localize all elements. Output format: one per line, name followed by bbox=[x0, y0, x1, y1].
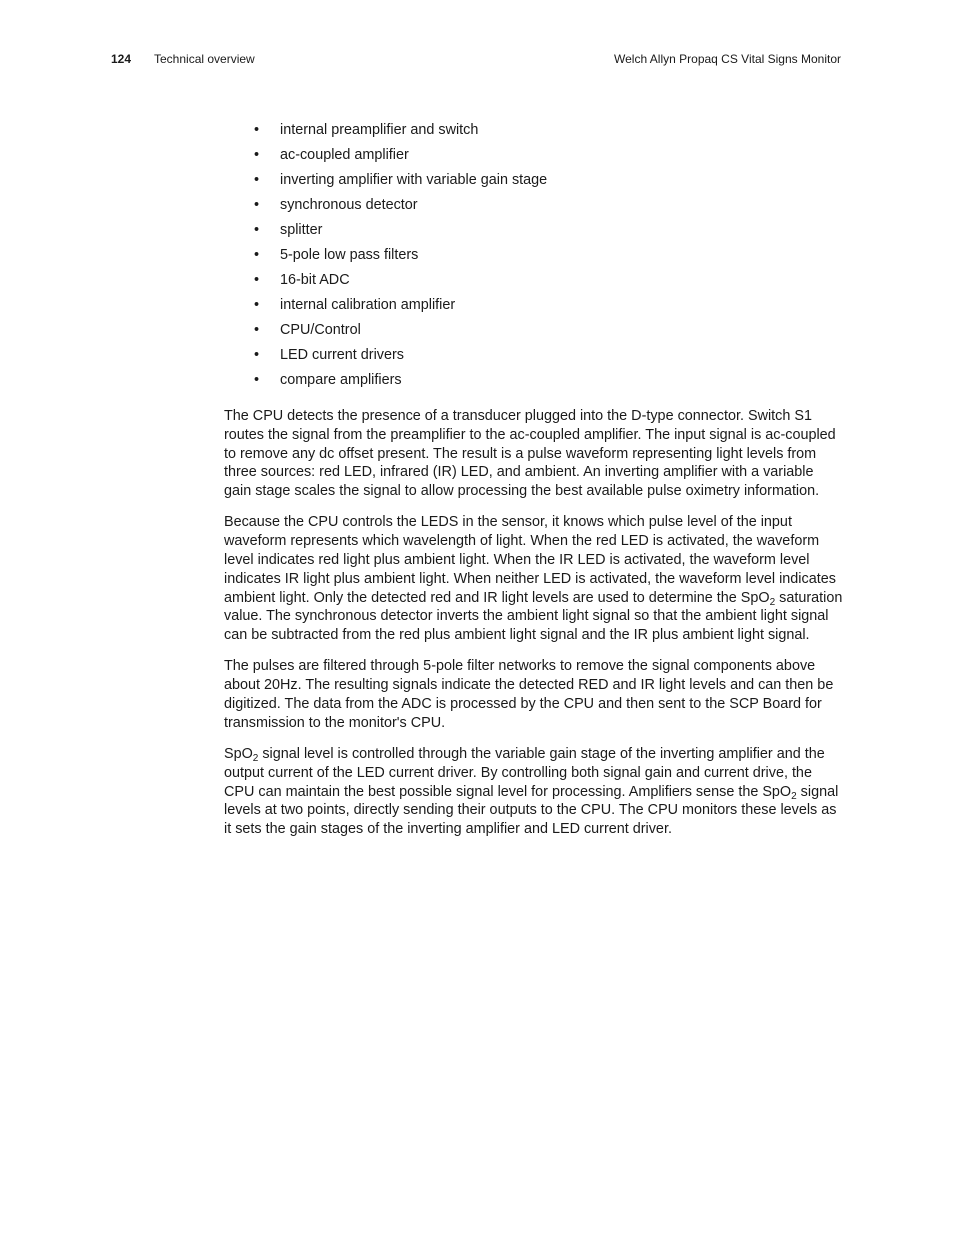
list-item bbox=[224, 345, 844, 370]
bullet-icon: • bbox=[254, 247, 260, 263]
list-item-text: CPU/Control bbox=[280, 322, 361, 338]
component-list bbox=[224, 120, 844, 395]
list-item bbox=[224, 145, 844, 170]
list-item bbox=[224, 195, 844, 220]
bullet-icon: • bbox=[254, 347, 260, 363]
bullet-icon: • bbox=[254, 197, 260, 213]
bullet-icon: • bbox=[254, 172, 260, 188]
paragraph-led-control bbox=[224, 513, 844, 645]
bullet-icon: • bbox=[254, 322, 260, 338]
list-item-text: splitter bbox=[280, 222, 323, 238]
list-item-text: compare amplifiers bbox=[280, 372, 402, 388]
paragraph-text: signal levels at two points, directly sending their outputs to the CPU. The CPU monitors these levels as it sets the gain stages of the inverting amplifier and LED current driver. bbox=[224, 783, 839, 838]
list-item-text: ac-coupled amplifier bbox=[280, 147, 409, 163]
list-item bbox=[224, 270, 844, 295]
paragraph-text: signal level is controlled through the variable gain stage of the inverting amplifier and the output current of the LED current driver. By controlling both signal gain and current drive, the CPU can maintain the best possible signal level for processing. Amplifiers sense the SpO bbox=[224, 745, 825, 800]
list-item-text: 16-bit ADC bbox=[280, 272, 350, 288]
document-title: Welch Allyn Propaq CS Vital Signs Monitor bbox=[614, 52, 841, 66]
subscript: 2 bbox=[791, 790, 797, 802]
list-item-text: inverting amplifier with variable gain stage bbox=[280, 172, 548, 188]
paragraph-text: SpO bbox=[224, 745, 253, 762]
paragraph-filtering: The pulses are filtered through 5-pole filter networks to remove the signal components above about 20Hz. The resulting signals indicate the detected RED and IR light levels and can then be digitized. The data from the ADC is processed by the CPU and then sent to the SCP Board for transmission to the monitor's CPU. bbox=[224, 658, 834, 731]
bullet-icon: • bbox=[254, 372, 260, 388]
subscript: 2 bbox=[769, 596, 776, 608]
list-item bbox=[224, 370, 844, 395]
list-item-text: internal preamplifier and switch bbox=[280, 122, 479, 138]
list-item bbox=[224, 295, 844, 320]
list-item bbox=[224, 120, 844, 145]
bullet-icon: • bbox=[254, 272, 260, 288]
list-item bbox=[224, 220, 844, 245]
paragraph-text: Because the CPU controls the LEDS in the sensor, it knows which pulse level of the input waveform represents which wavelength of light. When the red LED is activated, the waveform level indicates red light plus ambient light. When the IR LED is activated, the waveform level indicates IR light plus ambient light. When neither LED is activated, the waveform level indicates ambient light. Only the detected red and IR light levels are used to determine the SpO bbox=[224, 514, 836, 606]
bullet-icon: • bbox=[254, 122, 260, 138]
list-item bbox=[224, 170, 844, 195]
bullet-icon: • bbox=[254, 147, 260, 163]
paragraph-signal-level bbox=[224, 745, 844, 839]
list-item-text: 5-pole low pass filters bbox=[280, 247, 419, 263]
page-header bbox=[111, 52, 841, 70]
paragraph-text: saturation value. The synchronous detector inverts the ambient light signal so that the ambient light signal can be subtracted from the red plus ambient light signal and the IR plus ambient light signal. bbox=[224, 589, 843, 644]
section-name: Technical overview bbox=[154, 52, 255, 66]
list-item bbox=[224, 320, 844, 345]
subscript: 2 bbox=[252, 752, 259, 764]
bullet-icon: • bbox=[254, 297, 260, 313]
list-item-text: LED current drivers bbox=[280, 347, 404, 363]
list-item-text: internal calibration amplifier bbox=[280, 297, 456, 313]
list-item bbox=[224, 245, 844, 270]
paragraph-cpu-detection: The CPU detects the presence of a transducer plugged into the D-type connector. Switch S1 routes the signal from the preamplifier to the ac-coupled amplifier. The input signal is ac-coupled to remove any dc offset present. The result is a pulse waveform representing light levels from three sources: red LED, infrared (IR) LED, and ambient. An inverting amplifier with a variable gain stage scales the signal to allow processing the best available pulse oximetry information. bbox=[224, 408, 836, 500]
main-content bbox=[224, 120, 844, 851]
bullet-icon: • bbox=[254, 222, 260, 238]
page-number: 124 bbox=[111, 52, 132, 66]
list-item-text: synchronous detector bbox=[280, 197, 418, 213]
